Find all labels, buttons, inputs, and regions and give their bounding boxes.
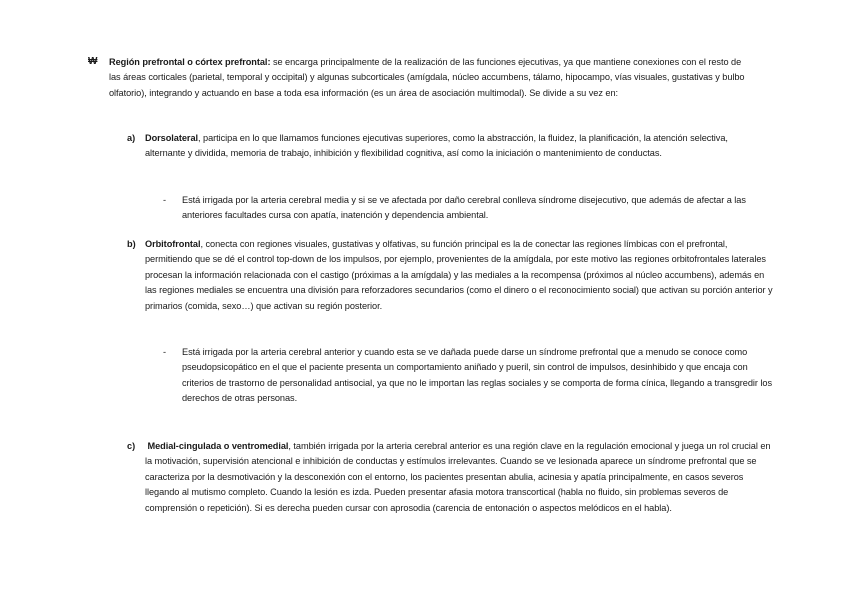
- section-c-text: , también irrigada por la arteria cerebral anterior es una región clave en la regulación emocional y juega un rol crucial en la motivación, supervisión atencional e inhibición de conductas y estímulos irrelevantes. Cuando se ve lesionada aparece un síndrome prefrontal que se caracteriza por la desmotivación y la desconexión con el entorno, los pacientes presentan abulia, acinesia y apatía principalmente, en casos severos llegando al mutismo completo. Cuando la lesión es izda. Pueden presentar afasia motora transcortical (habla no fluido, sin problemas severos de comprensión o repetición). Si es derecha pueden cursar con aprosodia (carencia de entonación o aspectos melódicos en el habla).: [145, 441, 771, 513]
- section-b-text: , conecta con regiones visuales, gustativas y olfativas, su función principal es la de conectar las regiones límbicas con el prefrontal, permitiendo que se dé el control top-down de los impulsos, por ejemplo, provenientes de la amígdala, por este motivo las regiones orbitofrontales laterales procesan la información relacionada con el castigo (próximas a la amígdala) y las mediales a la recompensa (próximos al núcleo accumbens), además en las regiones mediales se encuentra una división para reforzadores secundarios (como el dinero o el reconocimiento social) que activan su porción anterior y primarios (comida, sexo…) que activan su región posterior.: [145, 239, 773, 311]
- section-b-note: Está irrigada por la arteria cerebral anterior y cuando esta se ve dañada puede darse un síndrome prefrontal que a menudo se conoce como pseudopsicopático en el que el paciente presenta un comportamiento aniñado y pueril, sin control de impulsos, desinhibido y que encaja con criterios de trastorno de personalidad antisocial, ya que no le importan las reglas sociales y se comporta de forma cínica, llegando a transgredir los derechos de otras personas.: [182, 347, 773, 404]
- section-b-title: Orbitofrontal: [145, 239, 201, 249]
- section-a-marker: a): [127, 133, 136, 143]
- section-c-marker: c): [127, 441, 136, 451]
- section-b-paragraph: [145, 237, 775, 314]
- section-a-note: Está irrigada por la arteria cerebral media y si se ve afectada por daño cerebral conlleva síndrome disejecutivo, que además de afectar a las anteriores facultades cursa con apatía, inatención y dependencia ambiental.: [182, 195, 746, 221]
- intro-paragraph: [109, 55, 749, 101]
- section-a-title: Dorsolateral: [145, 133, 199, 143]
- section-b-note-dash: -: [163, 347, 167, 357]
- section-c-title: Medial-cingulada o ventromedial: [147, 441, 289, 451]
- section-a-paragraph: [145, 131, 765, 162]
- section-b-marker: b): [127, 239, 136, 249]
- intro-text: se encarga principalmente de la realización de las funciones ejecutivas, ya que mantiene conexiones con el resto de las áreas corticales (parietal, temporal y occipital) y algunas subcorticales (amígdala, núcleo accumbens, tálamo, hipocampo, vías visuales, gustativas y bulbo olfatorio), integrando y actuando en base a toda esa información (es un área de asociación multimodal). Se divide a su vez en:: [109, 57, 745, 98]
- section-a-text: , participa en lo que llamamos funciones ejecutivas superiores, como la abstracción, la fluidez, la planificación, la atención selectiva, alternante y dividida, memoria de trabajo, inhibición y flexibilidad cognitiva, así como la iniciación o mantenimiento de conductas.: [145, 133, 728, 159]
- section-a-note-dash: -: [163, 195, 167, 205]
- intro-title: Región prefrontal o córtex prefrontal:: [109, 57, 271, 67]
- section-c-paragraph: [145, 439, 777, 516]
- bullet-icon: ₩: [88, 56, 98, 67]
